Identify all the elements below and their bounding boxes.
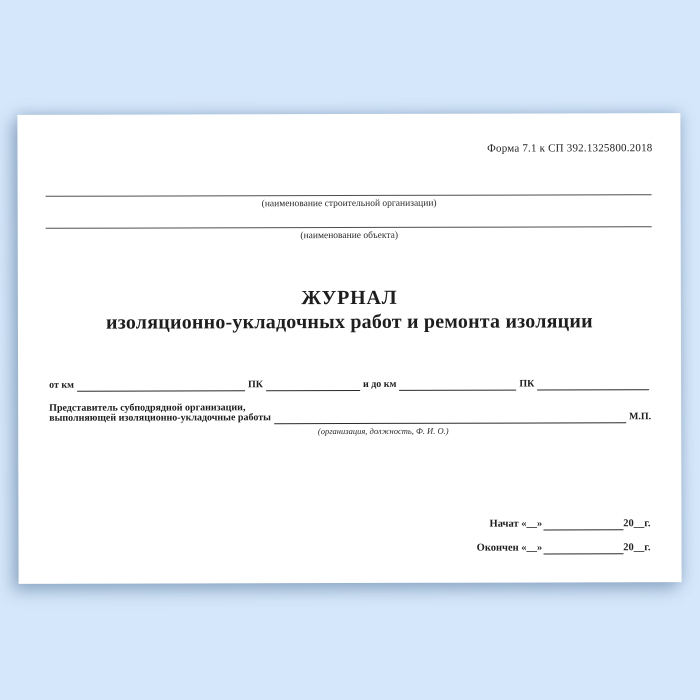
journal-title: ЖУРНАЛ: [301, 286, 398, 310]
end-date-row: [477, 540, 651, 554]
stamp-label: М.П.: [628, 411, 652, 423]
form-reference-text: Форма 7.1 к СП 392.1325800.2018: [487, 142, 653, 155]
object-name-caption: (наименование объекта): [300, 230, 398, 242]
representative-label-line2: выполняющей изоляционно-укладочные работы: [49, 412, 271, 424]
journal-subtitle: изоляционно-укладочных работ и ремонта изоляции: [105, 310, 593, 334]
org-name-line: [46, 194, 652, 197]
to-km-label: и до км: [362, 378, 397, 390]
object-name-line: [46, 226, 652, 229]
representative-row: [49, 410, 651, 425]
start-date-label: Начат «__»: [489, 518, 543, 530]
representative-blank-caption: (организация, должность, Ф. И. О.): [317, 425, 449, 437]
pk-blank-2: [537, 378, 649, 390]
end-date-year-suffix: 20__г.: [623, 542, 651, 554]
km-range-row: [49, 376, 652, 392]
start-date-row: [490, 516, 651, 530]
representative-blank: [274, 411, 626, 424]
org-name-caption: (наименование строительной организации): [261, 198, 437, 210]
pk-label-1: ПК: [247, 379, 263, 391]
end-date-label: Окончен «__»: [476, 542, 543, 554]
journal-title-block: [18, 285, 681, 336]
pk-label-2: ПК: [519, 378, 535, 390]
journal-cover-sheet: [17, 113, 681, 584]
from-km-label: от км: [49, 379, 74, 391]
from-km-blank: [77, 379, 245, 391]
start-date-blank: [543, 517, 623, 530]
to-km-blank: [399, 379, 516, 391]
end-date-blank: [543, 541, 623, 554]
representative-label-line1: Представитель субподрядной организации,: [49, 402, 246, 414]
pk-blank-1: [266, 379, 360, 391]
start-date-year-suffix: 20__г.: [623, 518, 651, 530]
